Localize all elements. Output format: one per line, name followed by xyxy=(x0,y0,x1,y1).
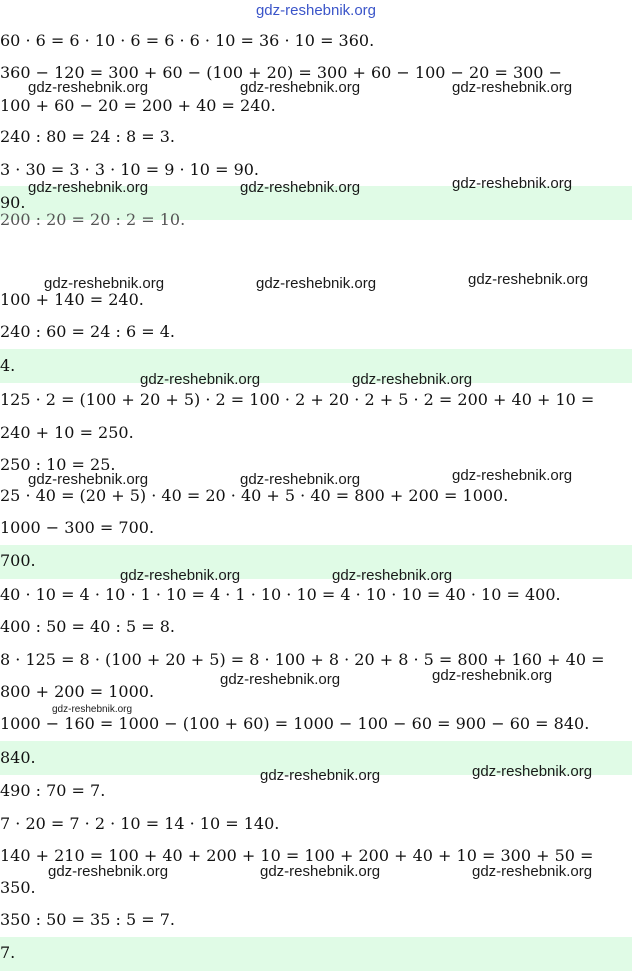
solution-line: 400 : 50 = 40 : 5 = 8. xyxy=(0,617,175,636)
watermark: gdz-reshebnik.org xyxy=(472,763,593,780)
watermark: gdz-reshebnik.org xyxy=(44,275,165,292)
answer-line: 7. xyxy=(0,943,16,962)
answer-line: 4. xyxy=(0,356,16,375)
answer-band xyxy=(0,545,632,579)
watermark: gdz-reshebnik.org xyxy=(240,471,361,488)
watermark: gdz-reshebnik.org xyxy=(452,467,573,484)
solution-line: 3 · 30 = 3 · 3 · 10 = 9 · 10 = 90. xyxy=(0,160,260,179)
solution-line: 250 : 10 = 25. xyxy=(0,455,116,474)
watermark: gdz-reshebnik.org xyxy=(260,863,381,880)
watermark: gdz-reshebnik.org xyxy=(452,79,573,96)
solution-line: 125 · 2 = (100 + 20 + 5) · 2 = 100 · 2 + 20 · 2 + 5 · 2 = 200 + 40 + 10 = xyxy=(0,390,595,409)
solution-line: 7 · 20 = 7 · 2 · 10 = 14 · 10 = 140. xyxy=(0,814,280,833)
solution-line: 360 − 120 = 300 + 60 − (100 + 20) = 300 + 60 − 100 − 20 = 300 − xyxy=(0,63,562,82)
solution-line: 100 + 140 = 240. xyxy=(0,290,144,309)
watermark: gdz-reshebnik.org xyxy=(240,179,361,196)
answer-line: 840. xyxy=(0,748,36,767)
watermark: gdz-reshebnik.org xyxy=(120,567,241,584)
solution-line: 40 · 10 = 4 · 10 · 1 · 10 = 4 · 1 · 10 · 10 = 4 · 10 · 10 = 40 · 10 = 400. xyxy=(0,585,561,604)
solution-line: 240 + 10 = 250. xyxy=(0,423,134,442)
watermark: gdz-reshebnik.org xyxy=(48,863,169,880)
solution-line: 100 + 60 − 20 = 200 + 40 = 240. xyxy=(0,96,276,115)
cut-off-line: 200 : 20 = 20 : 2 = 10. xyxy=(0,210,186,229)
solution-line: 350 : 50 = 35 : 5 = 7. xyxy=(0,910,175,929)
watermark: gdz-reshebnik.org xyxy=(468,271,589,288)
site-header[interactable]: gdz-reshebnik.org xyxy=(255,2,377,19)
solution-line: 240 : 80 = 24 : 8 = 3. xyxy=(0,127,175,146)
solution-line: 350. xyxy=(0,878,36,897)
solution-line: 800 + 200 = 1000. xyxy=(0,682,155,701)
solution-line: 490 : 70 = 7. xyxy=(0,781,106,800)
answer-line: 90. xyxy=(0,193,26,212)
solution-line: 8 · 125 = 8 · (100 + 20 + 5) = 8 · 100 + 8 · 20 + 8 · 5 = 800 + 160 + 40 = xyxy=(0,650,605,669)
solution-line: 1000 − 160 = 1000 − (100 + 60) = 1000 − 100 − 60 = 900 − 60 = 840. xyxy=(0,714,590,733)
watermark: gdz-reshebnik.org xyxy=(220,671,341,688)
watermark: gdz-reshebnik.org xyxy=(52,704,133,715)
watermark: gdz-reshebnik.org xyxy=(332,567,453,584)
watermark: gdz-reshebnik.org xyxy=(432,667,553,684)
solution-line: 60 · 6 = 6 · 10 · 6 = 6 · 6 · 10 = 36 · 10 = 360. xyxy=(0,31,375,50)
watermark: gdz-reshebnik.org xyxy=(28,471,149,488)
watermark: gdz-reshebnik.org xyxy=(352,371,473,388)
answer-line: 700. xyxy=(0,551,36,570)
solution-line: 140 + 210 = 100 + 40 + 200 + 10 = 100 + 200 + 40 + 10 = 300 + 50 = xyxy=(0,846,594,865)
watermark: gdz-reshebnik.org xyxy=(256,275,377,292)
solution-line: 25 · 40 = (20 + 5) · 40 = 20 · 40 + 5 · 40 = 800 + 200 = 1000. xyxy=(0,486,509,505)
watermark: gdz-reshebnik.org xyxy=(28,179,149,196)
answer-band xyxy=(0,937,632,971)
watermark: gdz-reshebnik.org xyxy=(28,79,149,96)
answer-band xyxy=(0,349,632,383)
watermark: gdz-reshebnik.org xyxy=(140,371,261,388)
solution-line: 240 : 60 = 24 : 6 = 4. xyxy=(0,322,175,341)
watermark: gdz-reshebnik.org xyxy=(452,175,573,192)
watermark: gdz-reshebnik.org xyxy=(260,767,381,784)
solution-line: 1000 − 300 = 700. xyxy=(0,518,155,537)
watermark: gdz-reshebnik.org xyxy=(472,863,593,880)
watermark: gdz-reshebnik.org xyxy=(240,79,361,96)
